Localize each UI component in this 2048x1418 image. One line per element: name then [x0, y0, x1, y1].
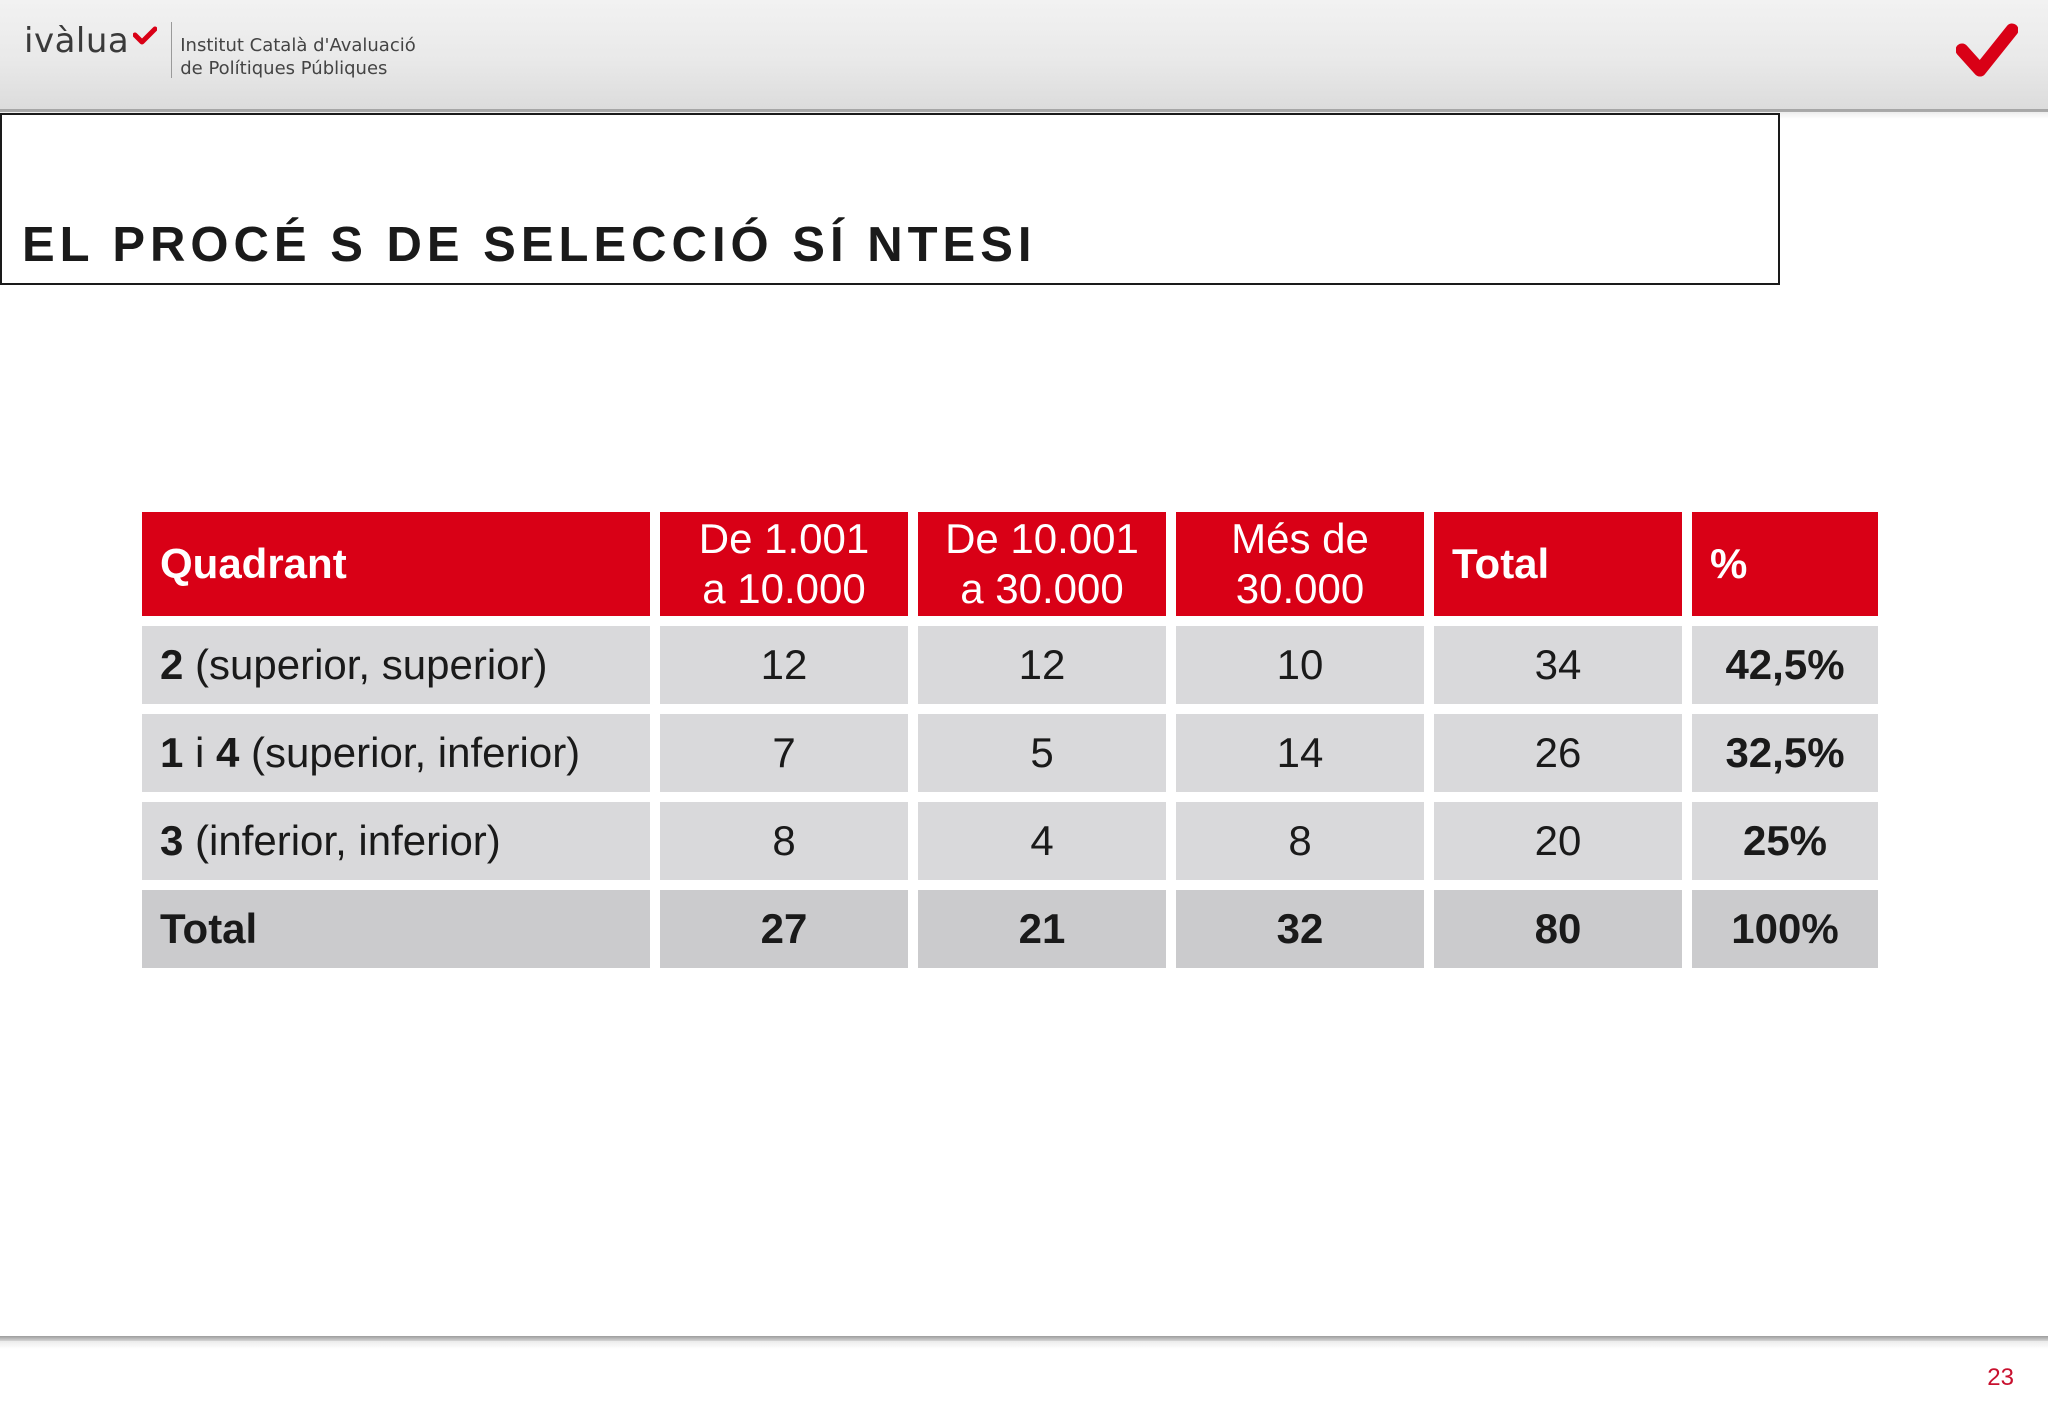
checkmark-icon [133, 26, 157, 51]
slide-title: EL PROCÉ S DE SELECCIÓ SÍ NTESI [22, 218, 1037, 272]
brand-institute-name [180, 34, 416, 80]
quadrant-number: 4 [216, 729, 240, 776]
table-cell-percent: 32,5% [1692, 714, 1878, 792]
header-range-3-line1: Més de [1231, 515, 1369, 562]
header-quadrant: Quadrant [142, 512, 650, 616]
header-range-2 [918, 512, 1166, 616]
header-range-1 [660, 512, 908, 616]
table-cell: 5 [918, 714, 1166, 792]
quadrant-description: (inferior, inferior) [183, 817, 501, 864]
brand-name: ivàlua [24, 21, 130, 61]
table-cell-percent: 42,5% [1692, 626, 1878, 704]
page-number: 23 [1987, 1364, 2014, 1391]
quadrant-description: (superior, inferior) [239, 729, 581, 776]
table-row [142, 714, 1878, 792]
header-range-3-line2: 30.000 [1235, 565, 1365, 612]
table-row [142, 626, 1878, 704]
table-cell: 34 [1434, 626, 1682, 704]
table-total-row [142, 890, 1878, 968]
table-cell: 4 [918, 802, 1166, 880]
table-cell-total: 27 [660, 890, 908, 968]
row-label [142, 626, 650, 704]
table-row [142, 802, 1878, 880]
table-cell: 10 [1176, 626, 1424, 704]
total-label: Total [142, 890, 650, 968]
header-range-2-line2: a 30.000 [960, 565, 1124, 612]
brand-sub-line1: Institut Català d'Avaluació [180, 35, 416, 56]
table-cell-total: 80 [1434, 890, 1682, 968]
table-cell: 8 [1176, 802, 1424, 880]
header-range-1-line1: De 1.001 [698, 515, 870, 562]
row-label [142, 802, 650, 880]
quadrant-connector: i [183, 729, 217, 776]
table-cell: 14 [1176, 714, 1424, 792]
brand-divider [171, 22, 172, 78]
header-range-2-line1: De 10.001 [945, 515, 1139, 562]
table-cell-total-percent: 100% [1692, 890, 1878, 968]
quadrant-number: 2 [160, 641, 184, 688]
quadrant-description: (superior, superior) [183, 641, 548, 688]
row-label [142, 714, 650, 792]
header-range-3 [1176, 512, 1424, 616]
table-cell-percent: 25% [1692, 802, 1878, 880]
header-band [0, 0, 2048, 112]
brand-sub-line2: de Polítiques Públiques [180, 58, 388, 79]
quadrant-number: 1 [160, 729, 184, 776]
results-table [132, 502, 1888, 978]
table-cell: 7 [660, 714, 908, 792]
table-cell: 8 [660, 802, 908, 880]
table-cell-total: 21 [918, 890, 1166, 968]
table-header-row [142, 512, 1878, 616]
header-range-1-line2: a 10.000 [702, 565, 866, 612]
checkmark-icon [1956, 22, 2018, 85]
header-total: Total [1434, 512, 1682, 616]
header-percent: % [1692, 512, 1878, 616]
table-cell: 12 [660, 626, 908, 704]
table-cell: 26 [1434, 714, 1682, 792]
title-box [0, 113, 1780, 285]
table-cell: 12 [918, 626, 1166, 704]
table-cell-total: 32 [1176, 890, 1424, 968]
brand-logo [24, 20, 416, 82]
table-cell: 20 [1434, 802, 1682, 880]
footer-divider [0, 1336, 2048, 1341]
quadrant-number: 3 [160, 817, 184, 864]
